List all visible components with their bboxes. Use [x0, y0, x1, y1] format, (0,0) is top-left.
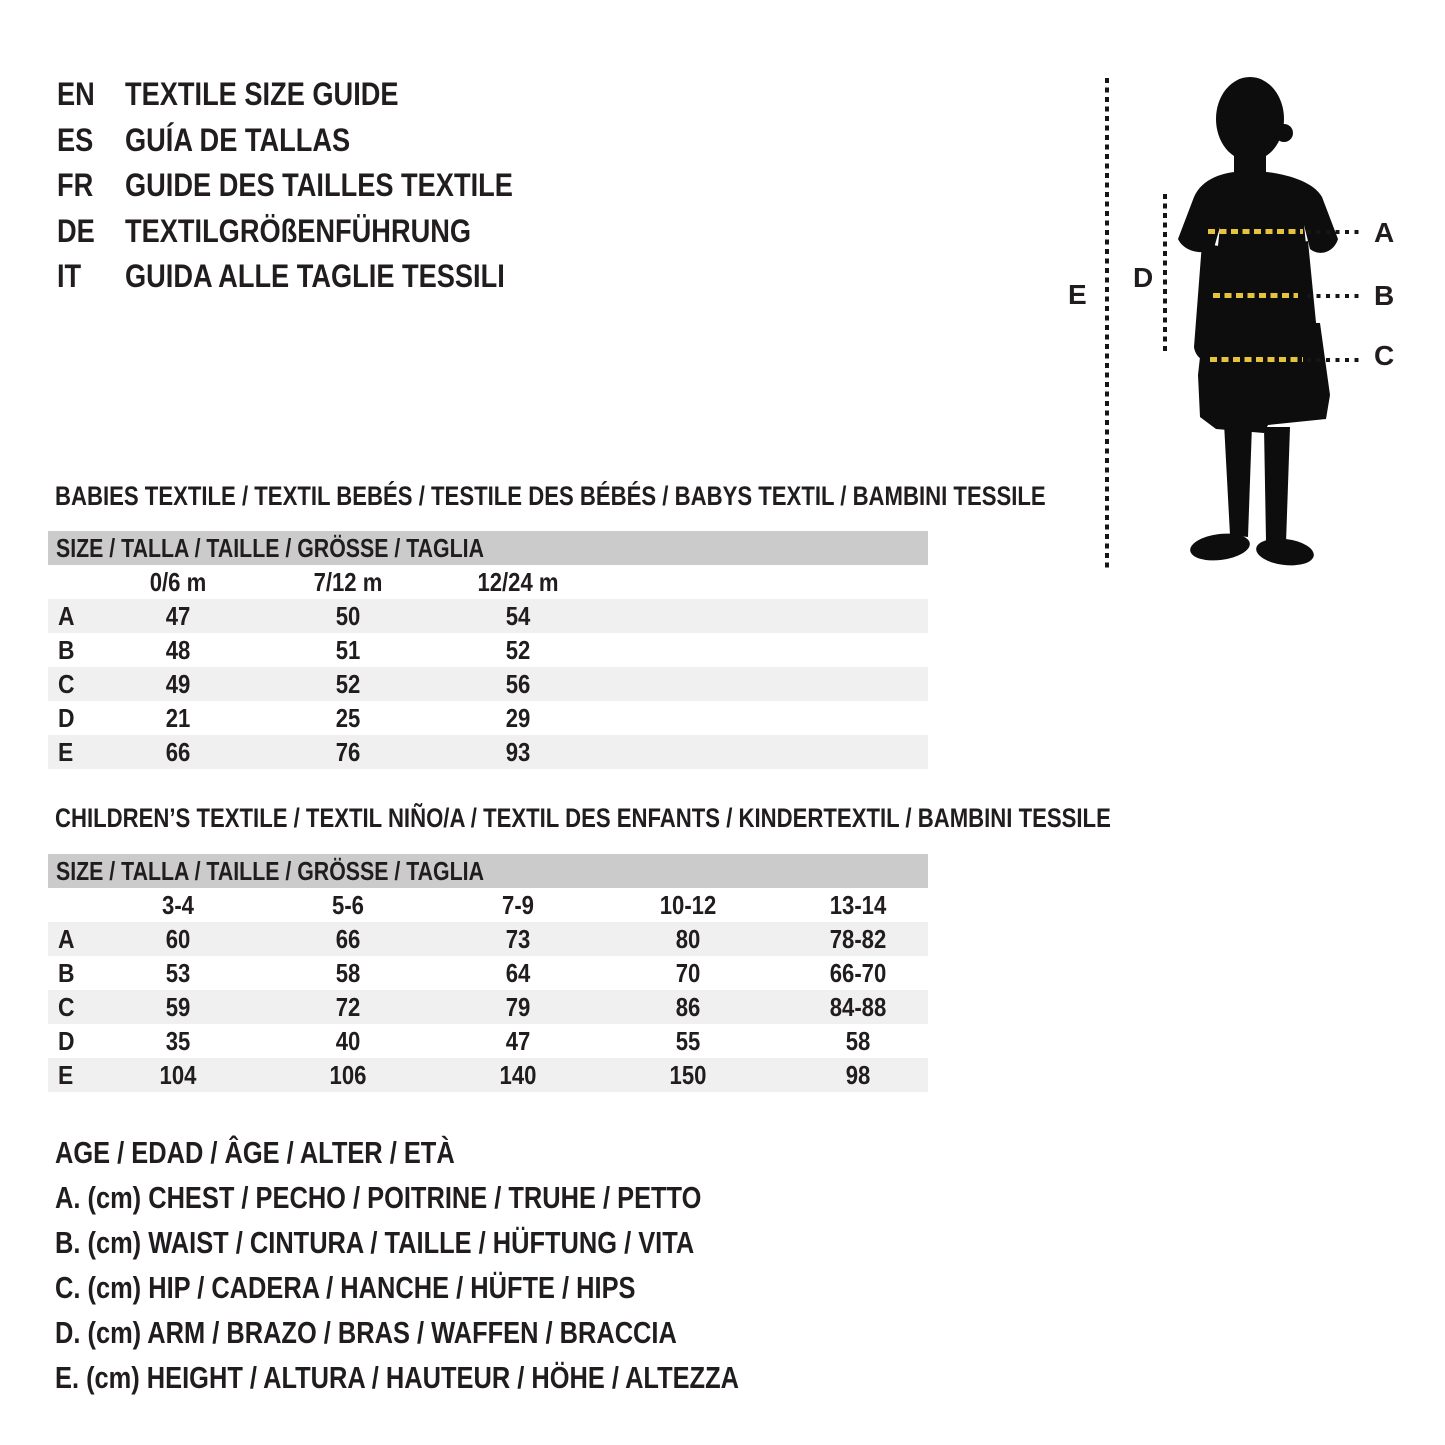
babies-section-title: [55, 482, 1263, 510]
size-cell: 76: [335, 737, 361, 767]
legend-line-5: [55, 1355, 889, 1400]
legend-line-text: A. (cm) CHEST / PECHO / POITRINE / TRUHE / PETTO: [55, 1180, 702, 1215]
size-cell: 60: [165, 924, 191, 954]
figure-label-a: A: [1374, 217, 1395, 248]
size-row-label: A: [58, 924, 75, 954]
legend-line-text: E. (cm) HEIGHT / ALTURA / HAUTEUR / HÖHE / ALTEZZA: [55, 1360, 739, 1395]
size-table-row-d: [48, 1024, 928, 1058]
language-row-en: [57, 72, 581, 118]
size-table-row-e: [48, 735, 928, 769]
legend-line-3: [55, 1265, 889, 1310]
arm-measure-line-d: [1163, 194, 1167, 353]
size-cell: 72: [335, 992, 361, 1022]
language-title-list: [57, 72, 581, 300]
size-row-label: C: [58, 992, 75, 1022]
language-code: [57, 122, 125, 159]
language-guide-label: [125, 213, 532, 250]
size-table-row-d: [48, 701, 928, 735]
size-column-header: 7/12 m: [313, 567, 383, 597]
size-column-header: 5-6: [332, 890, 364, 920]
hip-dash-line-c: [1210, 357, 1303, 362]
size-row-label: B: [58, 635, 75, 665]
children-section-title-text: CHILDREN’S TEXTILE / TEXTIL NIÑO/A / TEXTIL DES ENFANTS / KINDERTEXTIL / BAMBINI TESSILE: [55, 803, 1111, 833]
size-table-row-e: [48, 1058, 928, 1092]
size-table-row-b: [48, 633, 928, 667]
size-cell: 93: [505, 737, 531, 767]
hip-dots-line-c: [1307, 358, 1363, 362]
size-cell: 80: [675, 924, 701, 954]
children-section-title: [55, 804, 1343, 832]
legend-line-4: [55, 1310, 889, 1355]
size-cell: 49: [165, 669, 191, 699]
language-row-de: [57, 209, 581, 255]
size-table-age-header-row: [48, 888, 928, 922]
language-code-text: EN: [57, 76, 95, 113]
size-cell: 140: [499, 1060, 537, 1090]
size-cell: 40: [335, 1026, 361, 1056]
size-column-header: 3-4: [162, 890, 194, 920]
language-code: [57, 167, 125, 204]
size-cell: 47: [165, 601, 191, 631]
language-guide-label: [125, 76, 447, 113]
children-size-header-text: SIZE / TALLA / TAILLE / GRÖSSE / TAGLIA: [56, 856, 484, 886]
size-cell: 54: [505, 601, 531, 631]
legend-line-1: [55, 1175, 889, 1220]
babies-section-title-text: BABIES TEXTILE / TEXTIL BEBÉS / TESTILE DES BÉBÉS / BABYS TEXTIL / BAMBINI TESSILE: [55, 481, 1046, 511]
size-row-label: E: [58, 1060, 74, 1090]
figure-label-d: D: [1133, 262, 1154, 293]
size-table-age-header-row: [48, 565, 928, 599]
language-guide-label-text: TEXTILE SIZE GUIDE: [125, 76, 399, 113]
language-row-es: [57, 118, 581, 164]
legend-line-text: AGE / EDAD / ÂGE / ALTER / ETÀ: [55, 1135, 455, 1170]
language-code: [57, 76, 125, 113]
size-cell: 66-70: [829, 958, 887, 988]
babies-size-header-bar: [48, 531, 928, 565]
chest-dash-line-a: [1208, 229, 1303, 234]
size-cell: 52: [505, 635, 531, 665]
children-size-table: [48, 854, 928, 1092]
size-table-row-a: [48, 922, 928, 956]
figure-label-c: C: [1374, 340, 1395, 371]
size-row-label: D: [58, 1026, 75, 1056]
size-column-header: 0/6 m: [149, 567, 207, 597]
size-cell: 55: [675, 1026, 701, 1056]
figure-label-b: B: [1374, 280, 1395, 311]
legend-line-0: [55, 1130, 889, 1175]
children-size-header-bar: [48, 854, 928, 888]
size-row-label: A: [58, 601, 75, 631]
size-cell: 51: [335, 635, 361, 665]
size-column-header: 10-12: [659, 890, 717, 920]
language-guide-label-text: GUIDA ALLE TAGLIE TESSILI: [125, 258, 505, 295]
size-row-label: B: [58, 958, 75, 988]
size-table-row-b: [48, 956, 928, 990]
size-cell: 56: [505, 669, 531, 699]
size-table-row-a: [48, 599, 928, 633]
size-column-header: 7-9: [502, 890, 534, 920]
babies-size-header-text: SIZE / TALLA / TAILLE / GRÖSSE / TAGLIA: [56, 533, 484, 563]
legend-line-text: B. (cm) WAIST / CINTURA / TAILLE / HÜFTUNG / VITA: [55, 1225, 695, 1260]
language-guide-label: [125, 258, 572, 295]
babies-size-table: [48, 531, 928, 769]
size-row-label: E: [58, 737, 74, 767]
size-cell: 58: [845, 1026, 871, 1056]
figure-label-e: E: [1068, 279, 1087, 310]
language-code-text: FR: [57, 167, 94, 204]
size-cell: 59: [165, 992, 191, 1022]
size-table-row-c: [48, 667, 928, 701]
size-cell: 52: [335, 669, 361, 699]
size-cell: 48: [165, 635, 191, 665]
size-cell: 21: [165, 703, 191, 733]
size-cell: 150: [669, 1060, 707, 1090]
waist-dash-line-b: [1213, 293, 1298, 298]
size-cell: 64: [505, 958, 531, 988]
measurement-legend: [55, 1130, 889, 1400]
size-cell: 106: [329, 1060, 367, 1090]
size-cell: 66: [165, 737, 191, 767]
language-code-text: ES: [57, 121, 94, 158]
language-code: [57, 258, 125, 295]
language-row-it: [57, 254, 581, 300]
size-row-label: C: [58, 669, 75, 699]
size-cell: 79: [505, 992, 531, 1022]
size-cell: 98: [845, 1060, 871, 1090]
legend-line-text: C. (cm) HIP / CADERA / HANCHE / HÜFTE / HIPS: [55, 1270, 636, 1305]
language-guide-label: [125, 167, 581, 204]
chest-dots-line-a: [1307, 230, 1363, 234]
language-guide-label-text: TEXTILGRÖßENFÜHRUNG: [125, 212, 472, 249]
size-table-row-c: [48, 990, 928, 1024]
language-guide-label: [125, 122, 390, 159]
language-guide-label-text: GUÍA DE TALLAS: [125, 121, 351, 158]
language-row-fr: [57, 163, 581, 209]
legend-line-text: D. (cm) ARM / BRAZO / BRAS / WAFFEN / BRACCIA: [55, 1315, 677, 1350]
size-column-header: 12/24 m: [477, 567, 559, 597]
waist-dots-line-b: [1307, 294, 1363, 298]
size-cell: 73: [505, 924, 531, 954]
size-cell: 47: [505, 1026, 531, 1056]
size-cell: 86: [675, 992, 701, 1022]
size-cell: 29: [505, 703, 531, 733]
language-guide-label-text: GUIDE DES TAILLES TEXTILE: [125, 167, 513, 204]
size-cell: 25: [335, 703, 361, 733]
size-cell: 104: [159, 1060, 197, 1090]
size-cell: 70: [675, 958, 701, 988]
size-cell: 53: [165, 958, 191, 988]
size-row-label: D: [58, 703, 75, 733]
legend-line-2: [55, 1220, 889, 1265]
size-cell: 78-82: [829, 924, 887, 954]
language-code-text: DE: [57, 212, 95, 249]
size-cell: 58: [335, 958, 361, 988]
size-cell: 84-88: [829, 992, 887, 1022]
size-cell: 50: [335, 601, 361, 631]
language-code: [57, 213, 125, 250]
size-cell: 35: [165, 1026, 191, 1056]
size-column-header: 13-14: [829, 890, 887, 920]
language-code-text: IT: [57, 258, 82, 295]
size-cell: 66: [335, 924, 361, 954]
